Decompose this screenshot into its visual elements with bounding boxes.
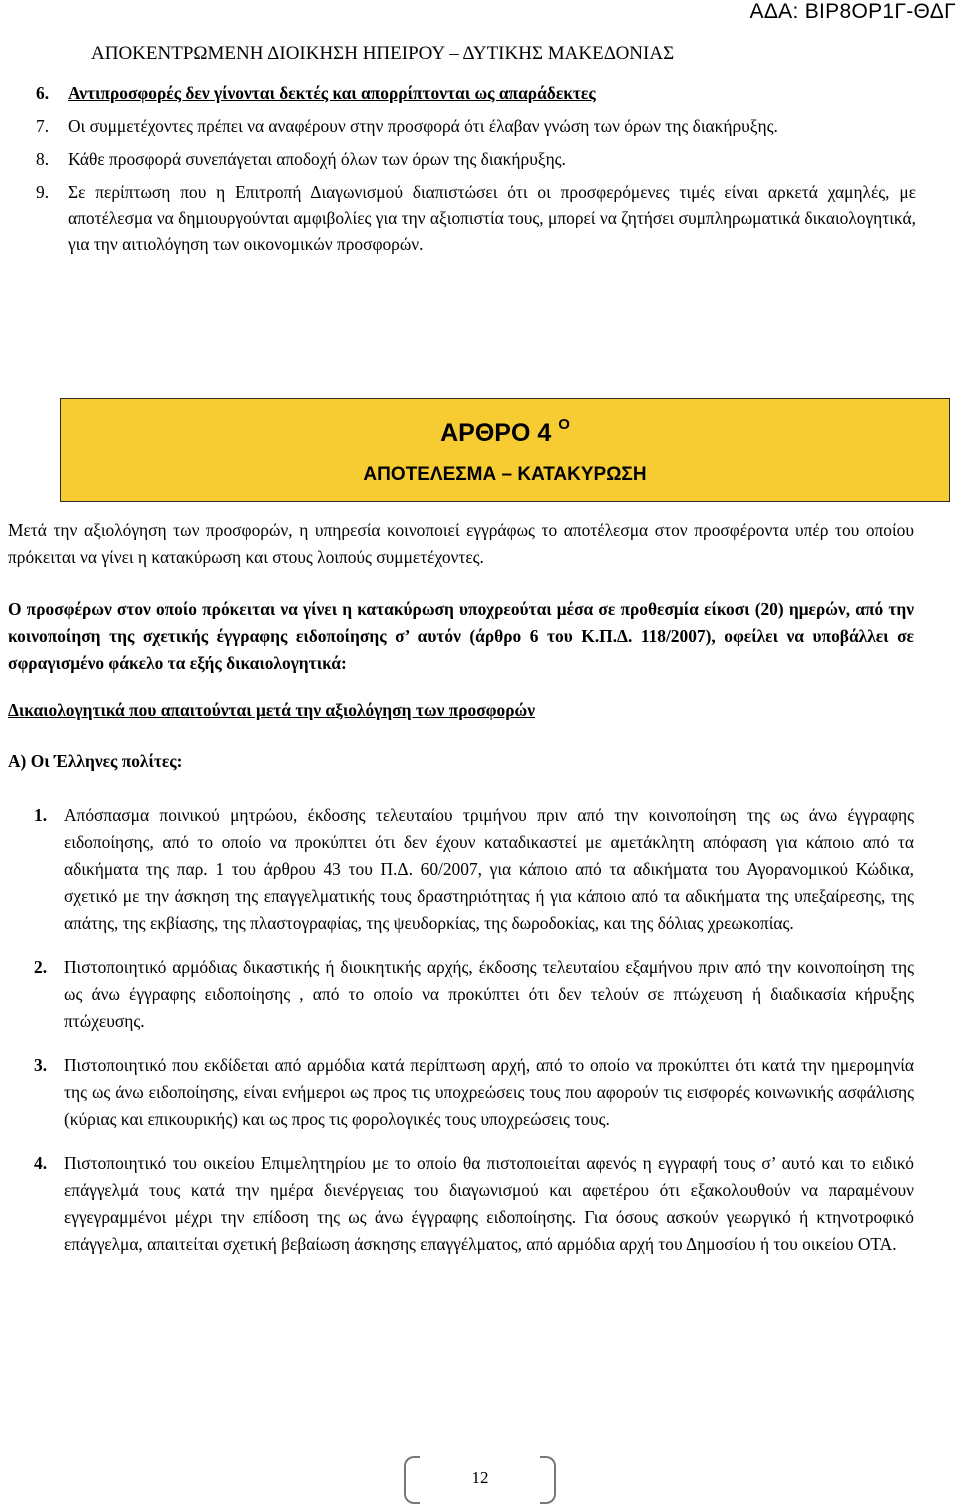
required-documents-heading: Δικαιολογητικά που απαιτούνται μετά την αξιολόγηση των προσφορών xyxy=(8,700,536,720)
list-item xyxy=(36,179,916,257)
left-bracket-icon xyxy=(404,1456,420,1504)
article-subtitle: ΑΠΟΤΕΛΕΣΜΑ – ΚΑΤΑΚΥΡΩΣΗ xyxy=(363,464,647,485)
item-text: Απόσπασμα ποινικού μητρώου, έκδοσης τελευταίου τριμήνου πριν από την κοινοποίηση της ως άνω έγγραφης ειδοποίησης, από το οποίο να προκύπτει ότι δεν έχουν καταδικαστεί με αμετάκλητη απόφαση για κάποιο από τα αδικήματα της παρ. 1 του άρθρου 43 του Π.Δ. 60/2007, για κάποιο από τα αδικήματα του Αγορανομικού Κώδικα, σχετικό με την άσκηση της επαγγελματικής τους δραστηριότητας ή για κάποιο από τα αδικήματα της υπεξαίρεσης, της απάτης, της εκβίασης, της πλαστογραφίας, της ψευδορκίας, της δωροδοκίας, και της δόλιας χρεωκοπίας. xyxy=(64,805,914,933)
ada-code: ΑΔΑ: ΒΙΡ8ΟΡ1Γ-ΘΔΓ xyxy=(749,0,956,23)
result-notification-paragraph: Μετά την αξιολόγηση των προσφορών, η υπηρεσία κοινοποιεί εγγράφως το αποτέλεσμα στον προσφέροντα υπέρ του οποίου πρόκειται να γίνει η κατακύρωση και στους λοιπούς συμμετέχοντες. xyxy=(8,520,914,567)
list-item xyxy=(36,80,916,106)
item-number: 4. xyxy=(34,1153,48,1173)
item-text: Οι συμμετέχοντες πρέπει να αναφέρουν στην προσφορά ότι έλαβαν γνώση των όρων της διακήρυξης. xyxy=(68,116,778,136)
item-number: 9. xyxy=(36,182,50,202)
right-bracket-icon xyxy=(540,1456,556,1504)
item-text: Σε περίπτωση που η Επιτροπή Διαγωνισμού διαπιστώσει ότι οι προσφερόμενες τιμές είναι αρκετά χαμηλές, με αποτέλεσμα να δημιουργούνται αμφιβολίες για την αξιοπιστία τους, μπορεί να ζητήσει συμπληρωματικά δικαιολογητικά, για την αιτιολόγηση των οικονομικών προσφορών. xyxy=(68,182,916,254)
conditions-list xyxy=(36,80,916,264)
item-number: 3. xyxy=(34,1055,48,1075)
item-number: 6. xyxy=(36,83,50,103)
article-title xyxy=(61,404,949,454)
item-number: 7. xyxy=(36,116,50,136)
item-number: 2. xyxy=(34,957,48,977)
documents-list xyxy=(34,802,914,1275)
item-text: Κάθε προσφορά συνεπάγεται αποδοχή όλων των όρων της διακήρυξης. xyxy=(68,149,566,169)
article-title-text: ΑΡΘΡΟ 4 xyxy=(440,419,552,447)
item-number: 8. xyxy=(36,149,50,169)
list-item xyxy=(34,1150,914,1258)
item-number: 1. xyxy=(34,805,48,825)
list-item xyxy=(34,1052,914,1133)
list-item xyxy=(34,802,914,937)
page-number: 12 xyxy=(471,1468,489,1487)
list-item xyxy=(34,954,914,1035)
winning-bidder-paragraph: Ο προσφέρων στον οποίο πρόκειται να γίνει η κατακύρωση υποχρεούται μέσα σε προθεσμία είκοσι (20) ημερών, από την κοινοποίηση της σχετικής έγγραφης ειδοποίησης σ’ αυτόν (άρθρο 6 του Κ.Π.Δ. 118/2007), οφείλει να υποβάλλει σε σφραγισμένο φάκελο τα εξής δικαιολογητικά: xyxy=(8,599,914,673)
item-text: Αντιπροσφορές δεν γίνονται δεκτές και απορρίπτονται ως απαράδεκτες xyxy=(68,83,596,103)
item-text: Πιστοποιητικό αρμόδιας δικαστικής ή διοικητικής αρχής, έκδοσης τελευταίου εξαμήνου πριν από την κοινοποίηση της ως άνω έγγραφης ειδοποίησης , από το οποίο να προκύπτει ότι δεν τελούν σε πτώχευση ή διαδικασία κήρυξης πτώχευσης. xyxy=(64,957,914,1031)
greek-citizens-heading: Α) Οι Έλληνες πολίτες: xyxy=(8,751,183,771)
article-heading-banner xyxy=(60,398,950,502)
item-text: Πιστοποιητικό που εκδίδεται από αρμόδια κατά περίπτωση αρχή, από το οποίο να προκύπτει ότι κατά την ημερομηνία της ως άνω ειδοποίησης, είναι ενήμεροι ως προς τις υποχρεώσεις τους που αφορούν τις εισφορές κοινωνικής ασφάλισης (κύριας και επικουρικής) και ως προς τις φορολογικές τους υποχρεώσεις τους. xyxy=(64,1055,914,1129)
article-title-superscript: Ο xyxy=(558,416,570,433)
list-item xyxy=(36,146,916,172)
organization-header: ΑΠΟΚΕΝΤΡΩΜΕΝΗ ΔΙΟΙΚΗΣΗ ΗΠΕΙΡΟΥ – ΔΥΤΙΚΗΣ ΜΑΚΕΔΟΝΙΑΣ xyxy=(91,43,675,64)
item-text: Πιστοποιητικό του οικείου Επιμελητηρίου με το οποίο θα πιστοποιείται αφενός η εγγραφή τους σ’ αυτό και το ειδικό επάγγελμά τους κατά την ημέρα διενέργειας του διαγωνισμού και αφετέρου ότι εξακολουθούν να παραμένουν εγγεγραμμένοι μέχρι την επίδοση της ως άνω έγγραφης ειδοποίησης. Για όσους ασκούν γεωργικό ή κτηνοτροφικό επάγγελμα, απαιτείται σχετική βεβαίωση άσκησης επαγγέλματος, από αρμόδια αρχή του Δημοσίου ή του οικείου ΟΤΑ. xyxy=(64,1153,914,1254)
list-item xyxy=(36,113,916,139)
